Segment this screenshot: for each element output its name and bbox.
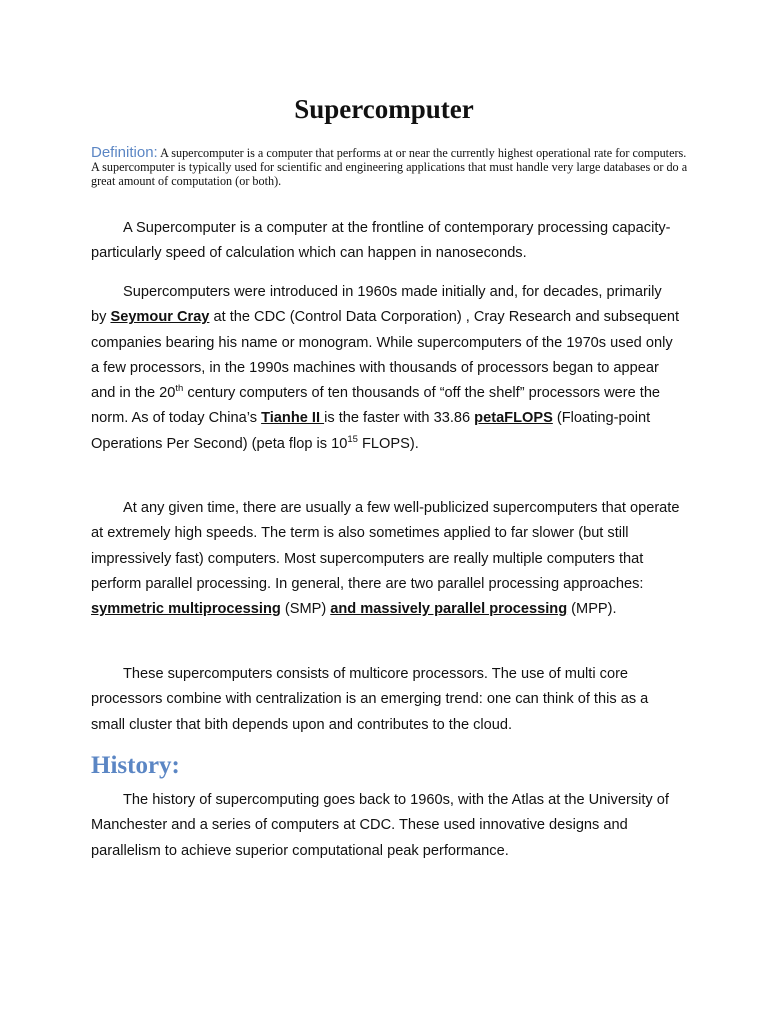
paragraph-text: at the CDC (Control Data Corporation) , Cray Research and subsequent companies bearing his name or monogram. While supercomputers of the 1970s used only a few processors, in the 1990s machines with thousands of processors began to appear and in the 20 [91, 309, 680, 402]
paragraph-text: century computers of ten thousands of “off the shelf” processors were the norm. As of today China’s [91, 385, 661, 427]
paragraph-text: is the faster with 33.86 [324, 410, 475, 427]
symmetric-multiprocessing-link[interactable]: symmetric multiprocessing [91, 601, 281, 618]
seymour-cray-link[interactable]: Seymour Cray [110, 309, 210, 326]
superscript-15: 15 [347, 433, 358, 445]
paragraph-multicore-text: These supercomputers consists of multicore processors. The use of multi core processors combine with centralization is an emerging trend: one can think of this as a small cluster that bith depends upon and contributes to the cloud. [91, 666, 649, 733]
definition-text: A supercomputer is a computer that performs at or near the currently highest operational rate for computers. A supercomputer is typically used for scientific and engineering applications that must handle very large databases or do a great amount of computation (or both). [91, 146, 688, 188]
definition-block [91, 146, 691, 188]
paragraph-text: FLOPS). [357, 435, 419, 452]
history-heading: History: [91, 752, 180, 779]
page-title: Supercomputer [294, 94, 474, 124]
paragraph-history-text: The history of supercomputing goes back to 1960s, with the Atlas at the University of Manchester and a series of computers at CDC. These used innovative designs and parallelism to achieve superior computational peak performance. [91, 792, 669, 859]
paragraph-text: (Floating-point Operations Per Second) (peta flop is 10 [91, 410, 651, 452]
paragraph-text: (SMP) [280, 601, 331, 618]
petaflops-link[interactable]: petaFLOPS [474, 410, 553, 427]
paragraph-history [91, 788, 681, 864]
paragraph-parallel-processing [91, 496, 681, 622]
paragraph-multicore [91, 662, 681, 738]
massively-parallel-processing-link[interactable]: and massively parallel processing [330, 601, 568, 618]
paragraph-text: (MPP). [567, 601, 617, 618]
definition-label: Definition: [91, 144, 158, 161]
tianhe-ii-link[interactable]: Tianhe II [261, 410, 325, 427]
paragraph-intro-text: A Supercomputer is a computer at the frontline of contemporary processing capacity-particularly speed of calculation which can happen in nanoseconds. [91, 220, 671, 262]
paragraph-intro [91, 216, 681, 267]
superscript-th: th [175, 383, 184, 395]
paragraph-text: Supercomputers were introduced in 1960s made initially and, for decades, primarily by [91, 284, 662, 326]
paragraph-introduction-history [91, 280, 681, 457]
paragraph-text: At any given time, there are usually a few well-publicized supercomputers that operate at extremely high speeds. The term is also sometimes applied to far slower (but still impressively fast) computers. Most supercomputers are really multiple computers that perform parallel processing. In general, there are two parallel processing approaches: [91, 500, 680, 592]
